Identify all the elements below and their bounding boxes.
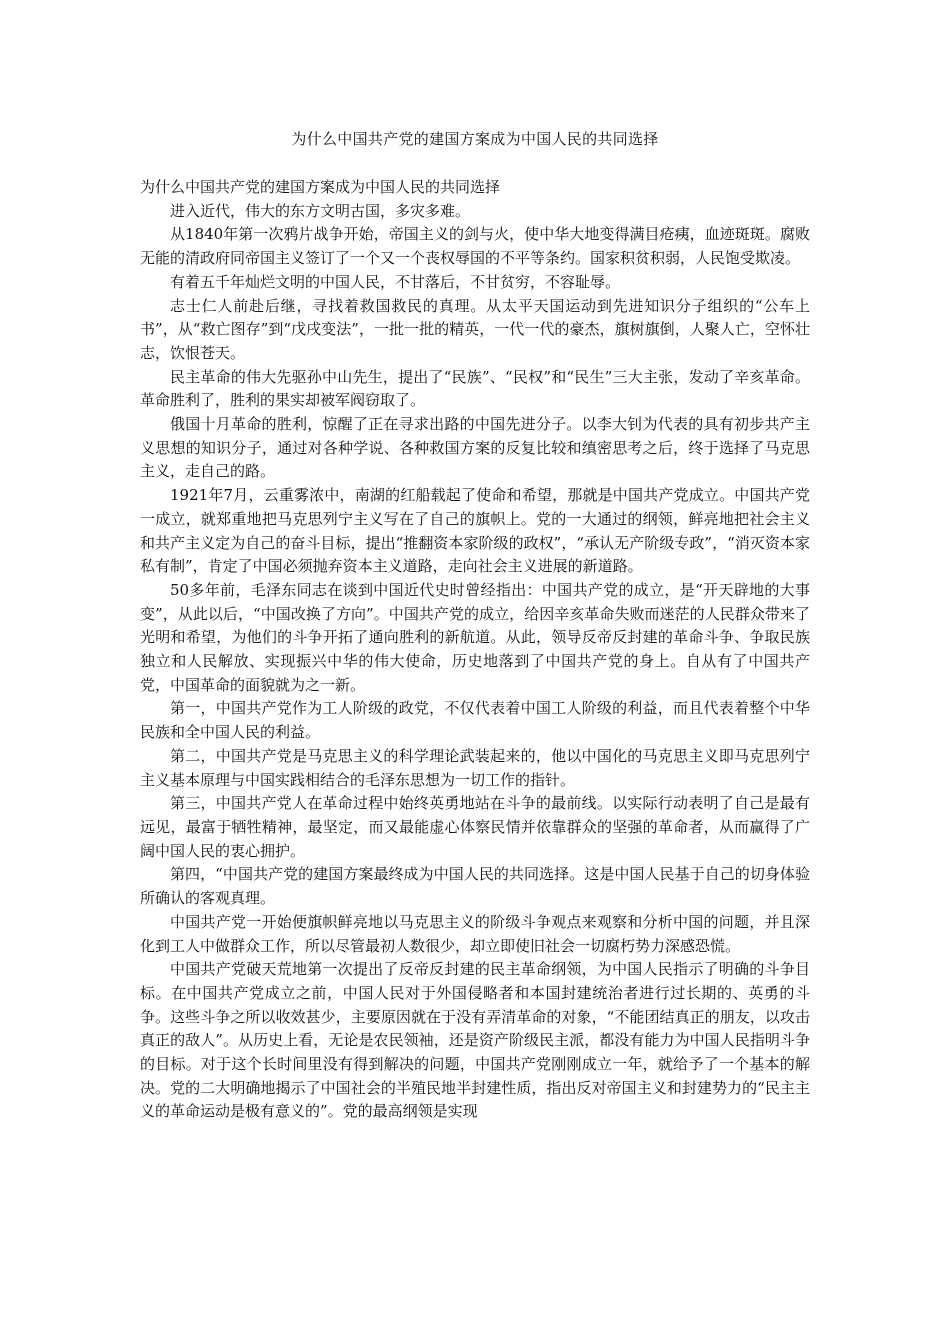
paragraph: 中国共产党一开始便旗帜鲜亮地以马克思主义的阶级斗争观点来观察和分析中国的问题，并且深化到工人中做群众工作，所以尽管最初人数很少，却立即使旧社会一切腐朽势力深感恐慌。 <box>140 912 810 955</box>
paragraph: 50多年前，毛泽东同志在谈到中国近代史时曾经指出：中国共产党的成立，是“开天辟地的大事变”，从此以后，“中国改换了方向”。中国共产党的成立，给因辛亥革命失败而迷茫的人民群众带来了光明和希望，为他们的斗争开拓了通向胜利的新航道。从此，领导反帝反封建的革命斗争、争取民族独立和人民解放、实现振兴中华的伟大使命，历史地落到了中国共产党的身上。自从有了中国共产党，中国革命的面貌就为之一新。 <box>140 580 810 694</box>
paragraph: 从1840年第一次鸦片战争开始，帝国主义的剑与火，使中华大地变得满目疮痍，血迹斑斑。腐败无能的清政府同帝国主义签订了一个又一个丧权辱国的不平等条约。国家积贫积弱，人民饱受欺凌。 <box>140 225 810 268</box>
document-subheading: 为什么中国共产党的建国方案成为中国人民的共同选择 <box>140 178 501 196</box>
paragraph: 志士仁人前赴后继，寻找着救国救民的真理。从太平天国运动到先进知识分子组织的“公车上书”，从“救亡图存”到“戊戌变法”，一批一批的精英，一代一代的豪杰，旗树旗倒，人聚人亡，空怀壮志，饮恨苍天。 <box>140 296 810 362</box>
paragraph: 中国共产党破天荒地第一次提出了反帝反封建的民主革命纲领，为中国人民指示了明确的斗争目标。在中国共产党成立之前，中国人民对于外国侵略者和本国封建统治者进行过长期的、英勇的斗争。这些斗争之所以收效甚少，主要原因就在于没有弄清革命的对象，“不能团结真正的朋友，以攻击真正的敌人”。从历史上看，无论是农民领袖，还是资产阶级民主派，都没有能力为中国人民指明斗争的目标。对于这个长时间里没有得到解决的问题，中国共产党刚刚成立一年，就给予了一个基本的解决。党的二大明确地揭示了中国社会的半殖民地半封建性质，指出反对帝国主义和封建势力的“民主主义的革命运动是极有意义的”。党的最高纲领是实现 <box>140 960 810 1121</box>
paragraph: 第四，“中国共产党的建国方案最终成为中国人民的共同选择。这是中国人民基于自己的切身体验所确认的客观真理。 <box>140 865 810 908</box>
paragraph: 第三，中国共产党人在革命过程中始终英勇地站在斗争的最前线。以实际行动表明了自己是最有远见，最富于牺牲精神，最坚定，而又最能虚心体察民情并依靠群众的坚强的革命者，从而赢得了广阔中国人民的衷心拥护。 <box>140 794 810 860</box>
paragraph: 1921年7月，云重雾浓中，南湖的红船载起了使命和希望，那就是中国共产党成立。中国共产党一成立，就郑重地把马克思列宁主义写在了自己的旗帜上。党的一大通过的纲领，鲜亮地把社会主义和共产主义定为自己的奋斗目标，提出“推翻资本家阶级的政权”，“承认无产阶级专政”，“消灭资本家私有制”，肯定了中国必须抛弃资本主义道路，走向社会主义进展的新道路。 <box>140 486 810 576</box>
paragraph: 进入近代，伟大的东方文明古国，多灾多难。 <box>170 201 471 220</box>
document-body <box>140 176 810 1124</box>
paragraph: 民主革命的伟大先驱孙中山先生，提出了“民族”、“民权”和“民生”三大主张，发动了辛亥革命。革命胜利了，胜利的果实却被军阀窃取了。 <box>140 367 810 410</box>
paragraph: 有着五千年灿烂文明的中国人民，不甘落后，不甘贫穷，不容耻辱。 <box>170 272 621 291</box>
paragraph: 第一，中国共产党作为工人阶级的政党，不仅代表着中国工人阶级的利益，而且代表着整个中华民族和全中国人民的利益。 <box>140 699 810 742</box>
paragraph: 俄国十月革命的胜利，惊醒了正在寻求出路的中国先进分子。以李大钊为代表的具有初步共产主义思想的知识分子，通过对各种学说、各种救国方案的反复比较和缜密思考之后，终于选择了马克思主义，走自己的路。 <box>140 415 810 481</box>
paragraph: 第二，中国共产党是马克思主义的科学理论武装起来的，他以中国化的马克思主义即马克思列宁主义基本原理与中国实践相结合的毛泽东思想为一切工作的指针。 <box>140 746 810 789</box>
document-title: 为什么中国共产党的建国方案成为中国人民的共同选择 <box>291 130 659 148</box>
